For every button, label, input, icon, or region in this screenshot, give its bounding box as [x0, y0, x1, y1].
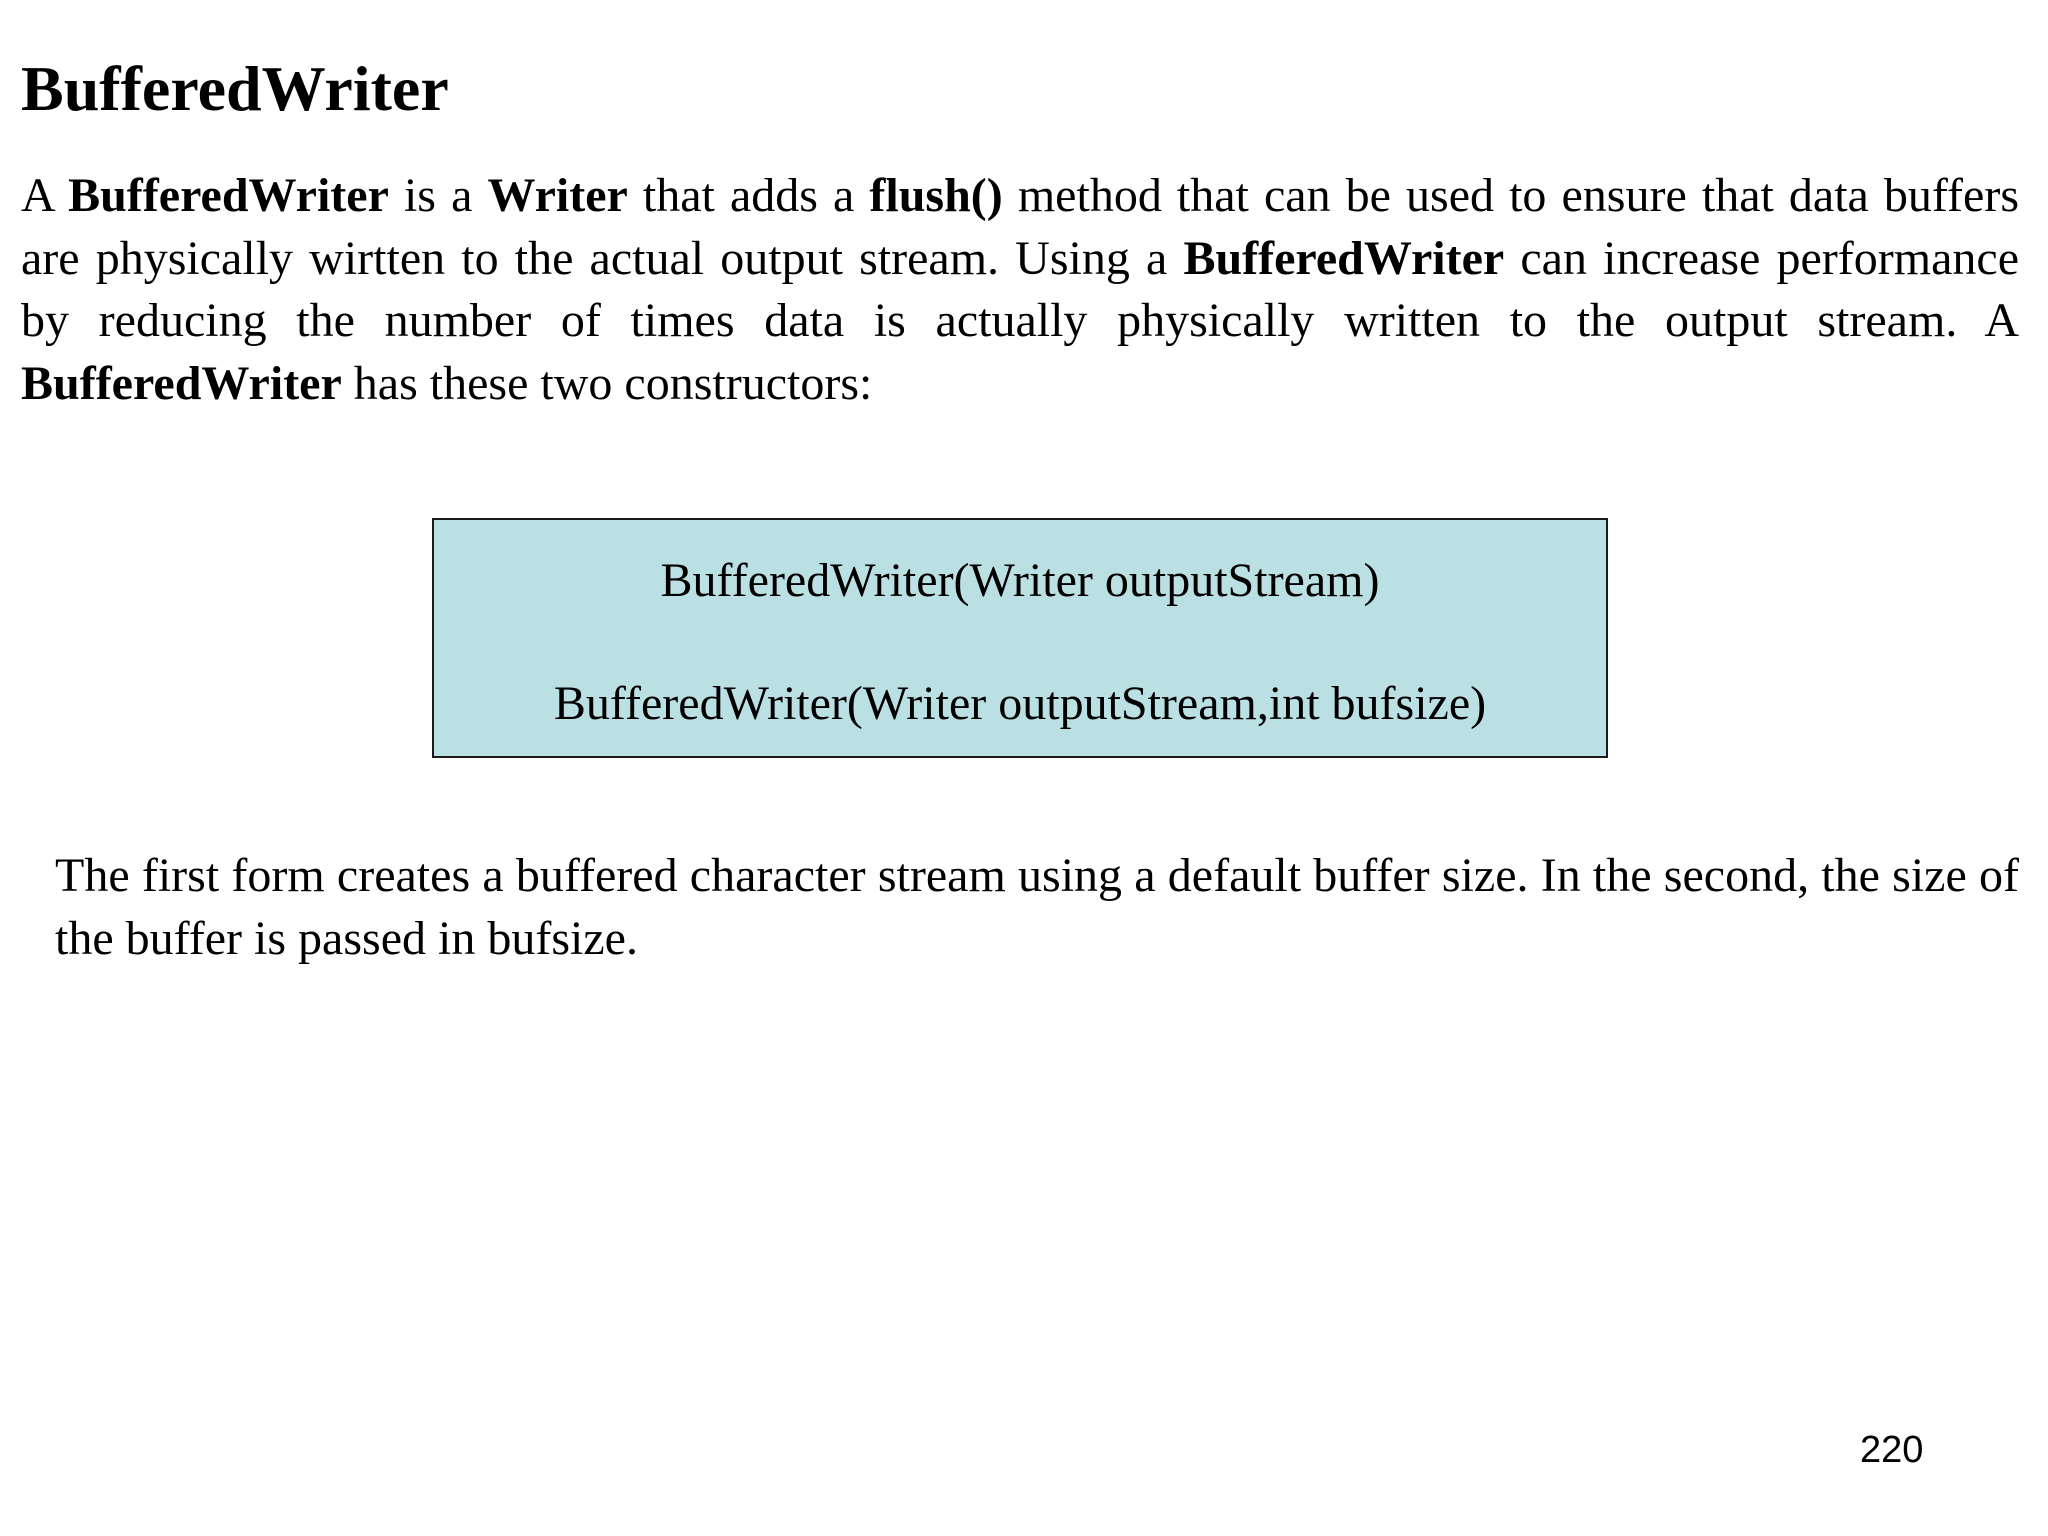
- intro-paragraph: [21, 165, 2019, 415]
- intro-text: can increase performance by reducing the number of times data is actually physically written to the output stream. A: [21, 231, 2019, 347]
- class-name-bold: BufferedWriter: [1183, 231, 1505, 285]
- class-name-bold: BufferedWriter: [21, 356, 342, 410]
- constructor-box: [432, 518, 1608, 758]
- constructor-signature: BufferedWriter(Writer outputStream): [660, 554, 1380, 607]
- intro-text: is a: [388, 169, 488, 222]
- intro-text: has these two constructors:: [341, 356, 873, 410]
- superclass-name-bold: Writer: [487, 169, 628, 222]
- intro-text: A: [21, 169, 69, 222]
- constructor-signature: BufferedWriter(Writer outputStream,int bufsize): [553, 677, 1487, 730]
- page-number: 220: [1860, 1429, 1924, 1471]
- intro-text: method that can be used to ensure that data buffers are physically wirtten to the actual output stream. Using a: [21, 169, 2019, 285]
- class-name-bold: BufferedWriter: [68, 169, 389, 222]
- slide-title: BufferedWriter: [21, 53, 449, 124]
- intro-text: that adds a: [627, 169, 870, 222]
- explanation-paragraph: The first form creates a buffered character stream using a default buffer size. In the second, the size of the buffer is passed in bufsize.: [55, 849, 2019, 965]
- method-name-bold: flush(): [869, 169, 1003, 222]
